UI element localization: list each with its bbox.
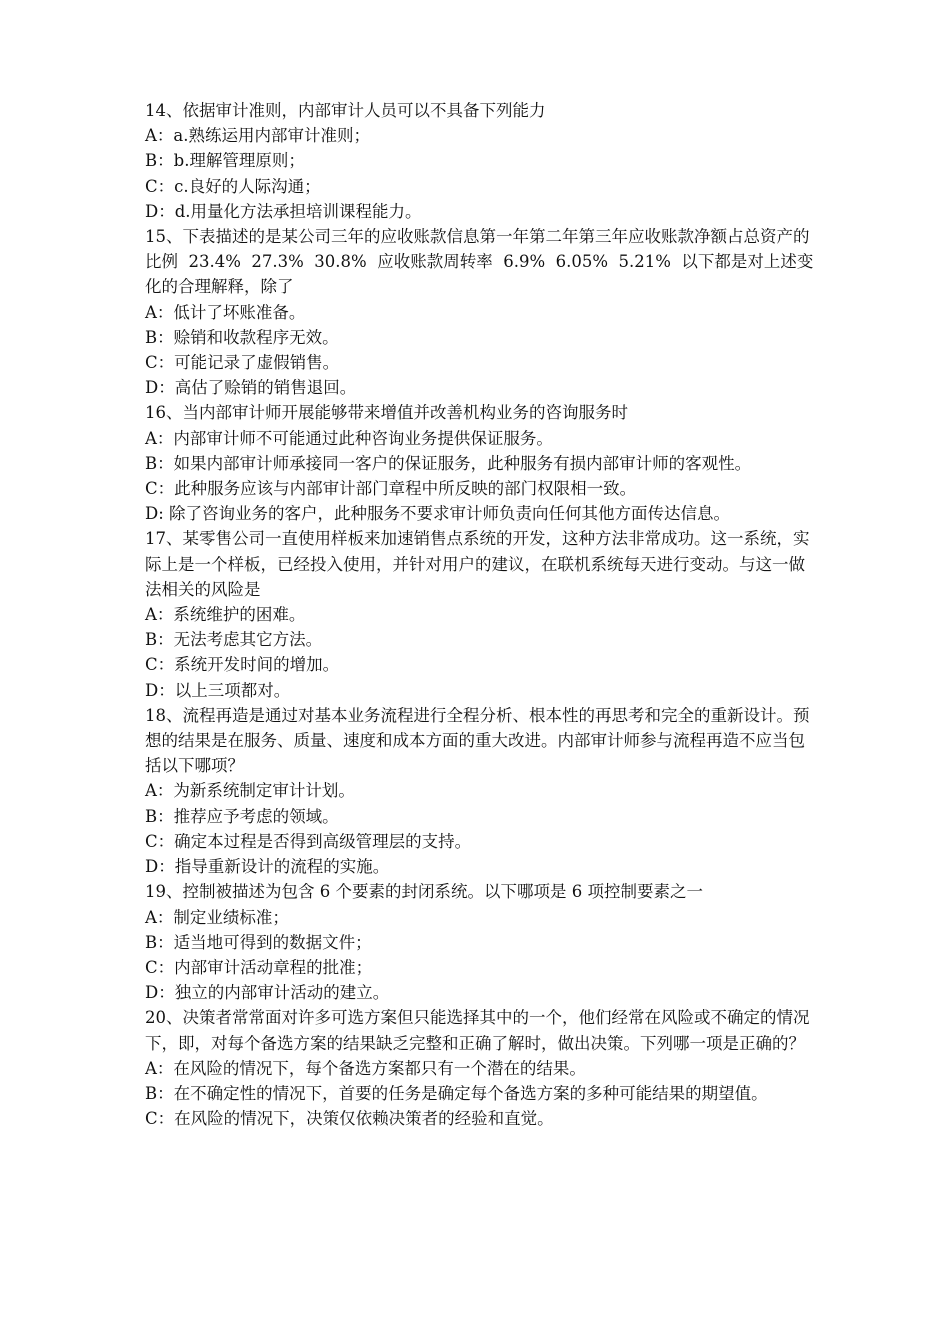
document-page bbox=[145, 98, 817, 1131]
option-d: D：高估了赊销的销售退回。 bbox=[145, 378, 357, 398]
option-d: D：d.用量化方法承担培训课程能力。 bbox=[145, 201, 422, 221]
option-a: A：系统维护的困难。 bbox=[145, 605, 306, 625]
option-a: A：a.熟练运用内部审计准则； bbox=[145, 126, 370, 146]
option-c: C：系统开发时间的增加。 bbox=[145, 655, 340, 675]
option-d: D：独立的内部审计活动的建立。 bbox=[145, 983, 390, 1003]
option-a: A：在风险的情况下，每个备选方案都只有一个潜在的结果。 bbox=[145, 1058, 586, 1078]
question-16 bbox=[145, 400, 817, 526]
question-stem: 17、某零售公司一直使用样板来加速销售点系统的开发，这种方法非常成功。这一系统，实际上是一个样板，已经投入使用，并针对用户的建议，在联机系统每天进行变动。与这一做法相关的风险是 bbox=[145, 529, 810, 599]
option-c: C：此种服务应该与内部审计部门章程中所反映的部门权限相一致。 bbox=[145, 479, 637, 499]
option-b: B：推荐应予考虑的领域。 bbox=[145, 806, 339, 826]
option-c: C：在风险的情况下，决策仅依赖决策者的经验和直觉。 bbox=[145, 1109, 554, 1129]
question-stem: 15、下表描述的是某公司三年的应收账款信息第一年第二年第三年应收账款净额占总资产的比例 23.4% 27.3% 30.8% 应收账款周转率 6.9% 6.05% 5.21% 以下都是对上述变化的合理解释，除了 bbox=[145, 227, 814, 297]
option-c: C：内部审计活动章程的批准； bbox=[145, 957, 373, 977]
option-c: C：可能记录了虚假销售。 bbox=[145, 353, 340, 373]
question-stem: 14、依据审计准则，内部审计人员可以不具备下列能力 bbox=[145, 101, 546, 120]
option-b: B：在不确定性的情况下，首要的任务是确定每个备选方案的多种可能结果的期望值。 bbox=[145, 1083, 768, 1103]
question-stem: 19、控制被描述为包含 6 个要素的封闭系统。以下哪项是 6 项控制要素之一 bbox=[145, 882, 703, 902]
option-a: A：低计了坏账准备。 bbox=[145, 302, 306, 322]
question-stem: 18、流程再造是通过对基本业务流程进行全程分析、根本性的再思考和完全的重新设计。预想的结果是在服务、质量、速度和成本方面的重大改进。内部审计师参与流程再造不应当包括以下哪项？ bbox=[145, 705, 810, 776]
option-b: B：适当地可得到的数据文件； bbox=[145, 932, 372, 952]
question-19 bbox=[145, 879, 817, 1005]
option-b: B：赊销和收款程序无效。 bbox=[145, 327, 339, 347]
option-d: D：以上三项都对。 bbox=[145, 680, 291, 700]
option-a: A：制定业绩标准； bbox=[145, 907, 289, 927]
option-b: B：如果内部审计师承接同一客户的保证服务，此种服务有损内部审计师的客观性。 bbox=[145, 453, 752, 473]
option-b: B：无法考虑其它方法。 bbox=[145, 630, 323, 650]
option-b: B：b.理解管理原则； bbox=[145, 151, 305, 171]
option-d: D: 除了咨询业务的客户，此种服务不要求审计师负责向任何其他方面传达信息。 bbox=[145, 504, 731, 524]
option-c: C：确定本过程是否得到高级管理层的支持。 bbox=[145, 831, 472, 851]
option-d: D：指导重新设计的流程的实施。 bbox=[145, 857, 390, 877]
option-a: A：内部审计师不可能通过此种咨询业务提供保证服务。 bbox=[145, 428, 553, 448]
question-17 bbox=[145, 526, 817, 702]
question-stem: 16、当内部审计师开展能够带来增值并改善机构业务的咨询服务时 bbox=[145, 403, 628, 423]
question-15 bbox=[145, 224, 817, 400]
option-a: A：为新系统制定审计计划。 bbox=[145, 781, 355, 801]
question-20 bbox=[145, 1005, 817, 1131]
question-stem: 20、决策者常常面对许多可选方案但只能选择其中的一个，他们经常在风险或不确定的情况下，即，对每个备选方案的结果缺乏完整和正确了解时，做出决策。下列哪一项是正确的？ bbox=[145, 1008, 810, 1053]
question-14 bbox=[145, 98, 817, 224]
question-18 bbox=[145, 703, 817, 879]
option-c: C：c.良好的人际沟通； bbox=[145, 176, 321, 196]
